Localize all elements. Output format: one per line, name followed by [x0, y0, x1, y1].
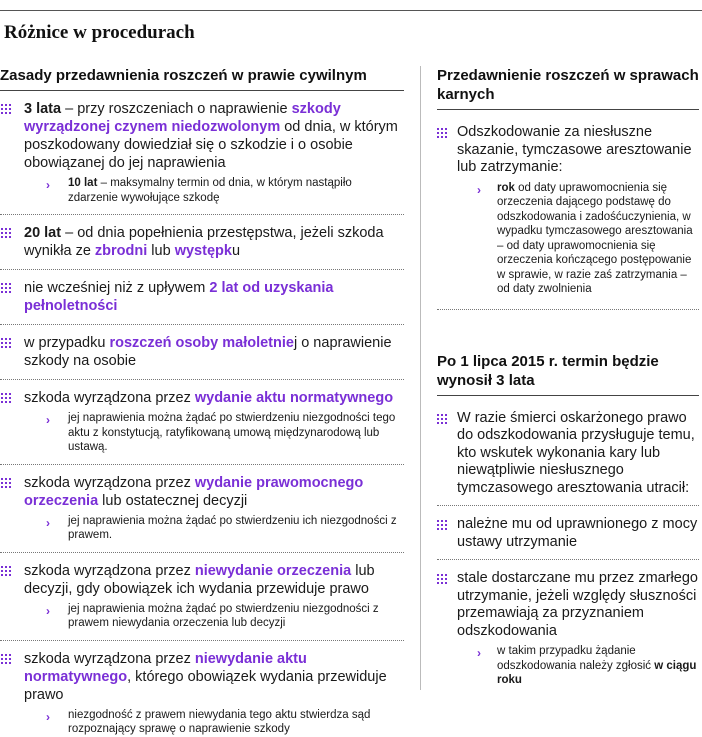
entry-text: 3 lata – przy roszczeniach o naprawienie szkody wyrządzonej czynem niedozwolonym od dnia, w którym poszkodowany dowiedział się o szkodzie i o osobie obowiązanej do jej naprawienia	[24, 101, 398, 171]
arrow-icon: ›	[46, 178, 50, 192]
civil-law-column	[0, 66, 404, 737]
entry-normative-act: szkoda wyrządzona przez wydanie aktu normatywnego › jej naprawienia można żądać po stwierdzeniu niezgodności tego aktu z konstytucją, ratyfikowaną umową międzynarodową lub ustawą.	[0, 389, 404, 465]
entry-no-judgment: szkoda wyrządzona przez niewydanie orzeczenia lub decyzji, gdy obowiązek ich wydania przewiduje prawo › jej naprawienia można żądać po stwierdzeniu niezgodności z prawem niewydania orzeczenia lub decyzji	[0, 562, 404, 641]
grid-bullet-icon	[1, 566, 13, 577]
grid-bullet-icon	[437, 520, 449, 531]
grid-bullet-icon	[437, 574, 449, 585]
arrow-icon: ›	[46, 413, 50, 427]
criminal-law-heading: Przedawnienie roszczeń w sprawach karnych	[437, 66, 699, 110]
entry-death-of-accused: W razie śmierci oskarżonego prawo do odszkodowania przysługuje temu, kto wskutek wykonania kary lub niewątpliwie niesłusznego tymczasowego aresztowania utracił:	[437, 410, 699, 507]
sub-entry: › jej naprawienia można żądać po stwierdzeniu niezgodności tego aktu z konstytucją, ratyfikowaną umową międzynarodową lub ustawą.	[46, 412, 396, 453]
arrow-icon: ›	[46, 515, 50, 530]
entry-minor: w przypadku roszczeń osoby małoletniej o naprawienie szkody na osobie	[0, 334, 404, 380]
entry-20-years: 20 lat – od dnia popełnienia przestępstwa, jeżeli szkoda wynikła ze zbrodni lub występku	[0, 224, 404, 270]
arrow-icon: ›	[477, 646, 481, 660]
entry-maintenance-from-deceased: stale dostarczane mu przez zmarłego utrzymanie, jeżeli względy słuszności przemawiają za przyznaniem odszkodowania › w takim przypadku żądanie odszkodowania należy zgłosić w ciągu roku	[437, 570, 699, 688]
arrow-icon: ›	[46, 709, 50, 724]
grid-bullet-icon	[1, 478, 13, 489]
grid-bullet-icon	[1, 228, 13, 239]
grid-bullet-icon	[437, 414, 449, 425]
page-title: Różnice w procedurach	[4, 22, 195, 43]
change-heading: Po 1 lipca 2015 r. termin będzie wynosił 3 lata	[437, 352, 699, 396]
entry-3-years	[0, 100, 404, 215]
entry-wrongful-conviction: Odszkodowanie za niesłuszne skazanie, tymczasowe aresztowanie lub zatrzymanie: › rok od daty uprawomocnienia się orzeczenia dającego podstawę do odszkodowania i zadośćuczynienia, w wypadku tymczasowego aresztowania – od daty uprawomocnienia się orzeczenia kończącego postępowanie w sprawie, w razie zaś zatrzymania – od daty zwolnienia	[437, 124, 699, 310]
entry-adulthood: nie wcześniej niż z upływem 2 lat od uzyskania pełnoletności	[0, 279, 404, 325]
grid-bullet-icon	[1, 283, 13, 294]
civil-law-heading: Zasady przedawnienia roszczeń w prawie cywilnym	[0, 66, 404, 91]
arrow-icon: ›	[46, 603, 50, 618]
grid-bullet-icon	[1, 104, 13, 115]
grid-bullet-icon	[1, 654, 13, 665]
grid-bullet-icon	[1, 393, 13, 404]
entry-no-normative-act: szkoda wyrządzona przez niewydanie aktu normatywnego, którego obowiązek wydania przewiduje prawo › niezgodność z prawem niewydania tego aktu stwierdza sąd rozpoznający sprawę o naprawienie szkody	[0, 650, 404, 737]
sub-entry: › 10 lat – maksymalny termin od dnia, w którym nastąpiło zdarzenie wywołujące szkodę	[46, 177, 352, 204]
sub-entry: › niezgodność z prawem niewydania tego aktu stwierdza sąd rozpoznający sprawę o naprawienie szkody	[46, 708, 371, 735]
criminal-law-column	[437, 66, 699, 688]
grid-bullet-icon	[437, 128, 449, 139]
entry-final-judgment: szkoda wyrządzona przez wydanie prawomocnego orzeczenia lub ostatecznej decyzji › jej naprawienia można żądać po stwierdzeniu ich niezgodności z prawem.	[0, 474, 404, 553]
sub-entry: › w takim przypadku żądanie odszkodowania należy zgłosić w ciągu roku	[477, 645, 697, 686]
column-divider	[420, 66, 421, 690]
sub-entry: › jej naprawienia można żądać po stwierdzeniu niezgodności z prawem niewydania orzeczenia lub decyzji	[46, 602, 379, 629]
entry-due-maintenance: należne mu od uprawnionego z mocy ustawy utrzymanie	[437, 516, 699, 560]
sub-entry: › rok od daty uprawomocnienia się orzeczenia dającego podstawę do odszkodowania i zadośćuczynienia, w wypadku tymczasowego aresztowania – od daty uprawomocnienia się orzeczenia kończącego postępowanie w sprawie, w razie zaś zatrzymania – od daty zwolnienia	[477, 181, 693, 295]
sub-entry: › jej naprawienia można żądać po stwierdzeniu ich niezgodności z prawem.	[46, 514, 397, 541]
grid-bullet-icon	[1, 338, 13, 349]
arrow-icon: ›	[477, 182, 481, 197]
top-rule	[0, 10, 702, 11]
